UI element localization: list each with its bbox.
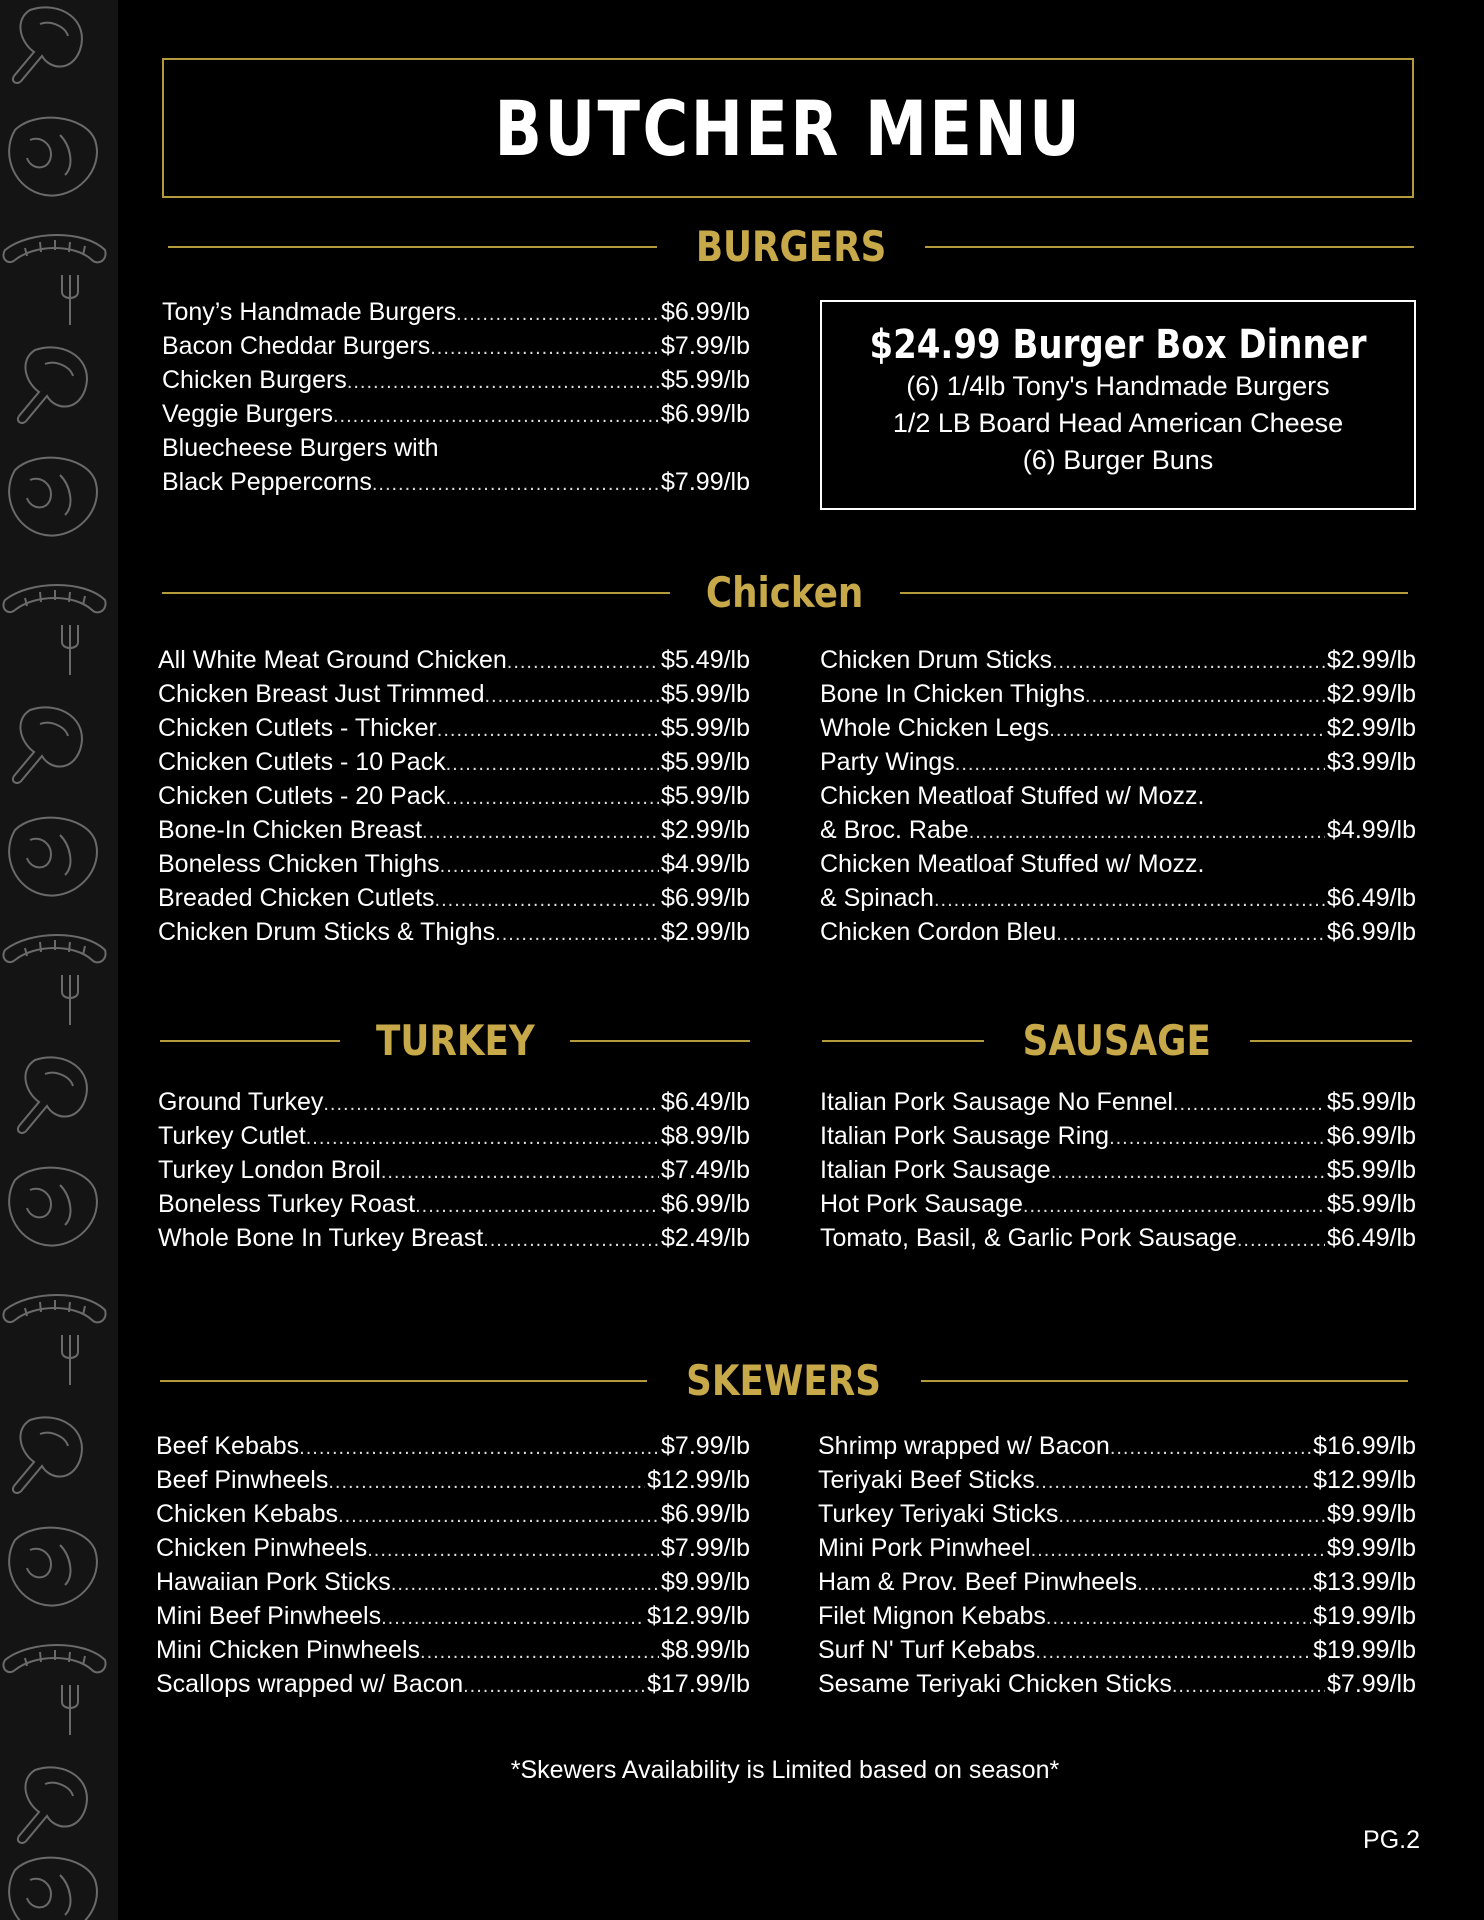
menu-item xyxy=(158,884,750,918)
dot-leader xyxy=(391,1573,659,1596)
menu-item xyxy=(820,714,1416,748)
divider xyxy=(822,1040,984,1042)
menu-item xyxy=(818,1602,1416,1636)
menu-item xyxy=(162,366,750,400)
menu-item xyxy=(156,1534,750,1568)
offer-line: (6) Burger Buns xyxy=(1022,445,1214,475)
dot-leader xyxy=(333,405,659,428)
item-price: $16.99/lb xyxy=(1313,1432,1416,1460)
dot-leader xyxy=(422,821,659,844)
dot-leader xyxy=(415,1195,659,1218)
menu-item xyxy=(158,816,750,850)
section-title: SAUSAGE xyxy=(1022,1016,1212,1065)
menu-item xyxy=(820,1122,1416,1156)
section-title: TURKEY xyxy=(375,1016,535,1065)
menu-item xyxy=(162,332,750,366)
item-name: Turkey Teriyaki Sticks xyxy=(818,1500,1059,1528)
menu-item xyxy=(820,1156,1416,1190)
chicken-list-right xyxy=(820,646,1416,952)
item-name: Chicken Pinwheels xyxy=(156,1534,368,1562)
divider xyxy=(160,1040,340,1042)
item-price: $12.99/lb xyxy=(1313,1466,1416,1494)
menu-item xyxy=(818,1534,1416,1568)
item-price: $4.99/lb xyxy=(661,850,750,878)
item-name: Black Peppercorns xyxy=(162,468,372,496)
menu-item xyxy=(820,748,1416,782)
burgers-heading xyxy=(168,222,1414,271)
menu-item xyxy=(158,918,750,952)
item-name: Whole Bone In Turkey Breast xyxy=(158,1224,484,1252)
page-title: BUTCHER MENU xyxy=(494,83,1082,173)
item-price: $2.49/lb xyxy=(661,1224,750,1252)
dot-leader xyxy=(495,923,659,946)
dot-leader xyxy=(507,651,659,674)
item-name: Tomato, Basil, & Garlic Pork Sausage xyxy=(820,1224,1237,1252)
item-price: $7.99/lb xyxy=(1327,1670,1416,1698)
item-price: $5.99/lb xyxy=(661,680,750,708)
menu-item xyxy=(156,1670,750,1704)
menu-item xyxy=(820,850,1416,884)
dot-leader xyxy=(1035,1471,1311,1494)
dot-leader xyxy=(1058,1505,1325,1528)
menu-item xyxy=(820,884,1416,918)
skewers-list-right xyxy=(818,1432,1416,1704)
menu-item xyxy=(820,782,1416,816)
dot-leader xyxy=(338,1505,659,1528)
divider xyxy=(1250,1040,1412,1042)
burgers-list xyxy=(162,298,750,502)
item-name: Shrimp wrapped w/ Bacon xyxy=(818,1432,1110,1460)
item-name: Turkey London Broil xyxy=(158,1156,381,1184)
turkey-heading xyxy=(160,1016,750,1065)
item-name: Surf N' Turf Kebabs xyxy=(818,1636,1036,1664)
section-title: SKEWERS xyxy=(686,1356,882,1405)
dot-leader xyxy=(1023,1195,1325,1218)
item-price: $5.99/lb xyxy=(661,366,750,394)
chicken-heading xyxy=(162,568,1408,617)
item-name: Ground Turkey xyxy=(158,1088,324,1116)
dot-leader xyxy=(969,821,1325,844)
item-name: Chicken Meatloaf Stuffed w/ Mozz. xyxy=(820,850,1205,878)
item-name: Boneless Turkey Roast xyxy=(158,1190,416,1218)
dot-leader xyxy=(1035,1641,1311,1664)
item-name: Teriyaki Beef Sticks xyxy=(818,1466,1035,1494)
dot-leader xyxy=(1051,1161,1325,1184)
menu-item xyxy=(156,1636,750,1670)
item-price: $9.99/lb xyxy=(661,1568,750,1596)
item-price: $19.99/lb xyxy=(1313,1636,1416,1664)
item-price: $6.99/lb xyxy=(1327,1122,1416,1150)
item-name: Filet Mignon Kebabs xyxy=(818,1602,1046,1630)
item-price: $12.99/lb xyxy=(647,1466,750,1494)
item-price: $5.99/lb xyxy=(1327,1156,1416,1184)
item-name: Chicken Breast Just Trimmed xyxy=(158,680,485,708)
item-name: Boneless Chicken Thighs xyxy=(158,850,440,878)
dot-leader xyxy=(463,1675,645,1698)
dot-leader xyxy=(485,685,660,708)
item-price: $12.99/lb xyxy=(647,1602,750,1630)
menu-item xyxy=(158,850,750,884)
item-name: & Broc. Rabe xyxy=(820,816,969,844)
item-price: $6.99/lb xyxy=(661,1190,750,1218)
item-price: $5.99/lb xyxy=(661,714,750,742)
dot-leader xyxy=(1049,719,1325,742)
food-pattern-icon xyxy=(0,0,118,1920)
dot-leader xyxy=(1173,1093,1325,1116)
item-price: $7.99/lb xyxy=(661,332,750,360)
menu-item xyxy=(158,1088,750,1122)
dot-leader xyxy=(1137,1573,1311,1596)
item-name: Chicken Cutlets - 10 Pack xyxy=(158,748,446,776)
dot-leader xyxy=(1172,1675,1325,1698)
menu-item xyxy=(820,1224,1416,1258)
item-name: Bone-In Chicken Breast xyxy=(158,816,423,844)
divider xyxy=(570,1040,750,1042)
item-price: $19.99/lb xyxy=(1313,1602,1416,1630)
item-price: $8.99/lb xyxy=(661,1636,750,1664)
dot-leader xyxy=(299,1437,659,1460)
dot-leader xyxy=(328,1471,645,1494)
menu-item xyxy=(162,298,750,332)
dot-leader xyxy=(306,1127,659,1150)
dot-leader xyxy=(446,787,659,810)
menu-item xyxy=(162,468,750,502)
item-name: Mini Beef Pinwheels xyxy=(156,1602,382,1630)
item-price: $5.49/lb xyxy=(661,646,750,674)
item-name: Bluecheese Burgers with xyxy=(162,434,439,462)
item-name: Bone In Chicken Thighs xyxy=(820,680,1085,708)
menu-item xyxy=(158,680,750,714)
dot-leader xyxy=(1110,1437,1311,1460)
item-name: Turkey Cutlet xyxy=(158,1122,306,1150)
dot-leader xyxy=(440,855,659,878)
menu-item xyxy=(158,1224,750,1258)
menu-item xyxy=(820,1088,1416,1122)
item-price: $9.99/lb xyxy=(1327,1500,1416,1528)
dot-leader xyxy=(446,753,659,776)
menu-item xyxy=(162,434,750,468)
menu-item xyxy=(820,646,1416,680)
item-price: $7.99/lb xyxy=(661,1432,750,1460)
divider xyxy=(921,1380,1408,1382)
turkey-list xyxy=(158,1088,750,1258)
item-name: Tony’s Handmade Burgers xyxy=(162,298,457,326)
menu-item xyxy=(818,1670,1416,1704)
menu-item xyxy=(158,748,750,782)
menu-item xyxy=(818,1466,1416,1500)
menu-content xyxy=(150,0,1420,1920)
sausage-heading xyxy=(822,1016,1412,1065)
item-price: $6.99/lb xyxy=(661,298,750,326)
chicken-list-left xyxy=(158,646,750,952)
menu-item xyxy=(158,1156,750,1190)
offer-line: (6) 1/4lb Tony's Handmade Burgers xyxy=(906,371,1330,401)
menu-item xyxy=(820,680,1416,714)
dot-leader xyxy=(1237,1229,1325,1252)
item-name: All White Meat Ground Chicken xyxy=(158,646,507,674)
burger-box-dinner-offer xyxy=(820,300,1416,510)
item-price: $5.99/lb xyxy=(1327,1088,1416,1116)
item-name: Italian Pork Sausage xyxy=(820,1156,1051,1184)
item-price: $5.99/lb xyxy=(1327,1190,1416,1218)
divider xyxy=(900,592,1408,594)
item-name: Hot Pork Sausage xyxy=(820,1190,1023,1218)
item-name: Whole Chicken Legs xyxy=(820,714,1050,742)
menu-item xyxy=(156,1466,750,1500)
item-name: Chicken Cordon Bleu xyxy=(820,918,1057,946)
dot-leader xyxy=(483,1229,659,1252)
item-name: Chicken Cutlets - Thicker xyxy=(158,714,437,742)
item-price: $13.99/lb xyxy=(1313,1568,1416,1596)
skewers-availability-note: *Skewers Availability is Limited based on season* xyxy=(510,1756,1060,1784)
item-name: Chicken Cutlets - 20 Pack xyxy=(158,782,446,810)
item-price: $2.99/lb xyxy=(1327,680,1416,708)
menu-item xyxy=(818,1500,1416,1534)
dot-leader xyxy=(435,889,659,912)
dot-leader xyxy=(323,1093,659,1116)
menu-item xyxy=(820,816,1416,850)
item-price: $17.99/lb xyxy=(647,1670,750,1698)
dot-leader xyxy=(1046,1607,1311,1630)
item-price: $7.49/lb xyxy=(661,1156,750,1184)
dot-leader xyxy=(1052,651,1325,674)
item-name: Mini Pork Pinwheel xyxy=(818,1534,1031,1562)
item-price: $6.99/lb xyxy=(661,1500,750,1528)
dot-leader xyxy=(367,1539,659,1562)
menu-item xyxy=(158,714,750,748)
item-price: $6.99/lb xyxy=(661,400,750,428)
menu-item xyxy=(820,1190,1416,1224)
item-price: $5.99/lb xyxy=(661,782,750,810)
skewers-heading xyxy=(160,1356,1408,1405)
dot-leader xyxy=(1085,685,1325,708)
item-price: $6.49/lb xyxy=(1327,884,1416,912)
item-name: Veggie Burgers xyxy=(162,400,333,428)
dot-leader xyxy=(372,473,659,496)
dot-leader xyxy=(1031,1539,1325,1562)
divider xyxy=(925,246,1414,248)
dot-leader xyxy=(437,719,659,742)
divider xyxy=(162,592,670,594)
item-price: $2.99/lb xyxy=(661,918,750,946)
dot-leader xyxy=(420,1641,659,1664)
page-number: PG.2 xyxy=(1363,1826,1420,1854)
item-price: $9.99/lb xyxy=(1327,1534,1416,1562)
item-price: $2.99/lb xyxy=(1327,646,1416,674)
section-title: BURGERS xyxy=(695,222,887,271)
item-name: Chicken Meatloaf Stuffed w/ Mozz. xyxy=(820,782,1205,810)
item-name: Mini Chicken Pinwheels xyxy=(156,1636,421,1664)
menu-item xyxy=(158,782,750,816)
menu-item xyxy=(162,400,750,434)
item-name: & Spinach xyxy=(820,884,934,912)
skewers-list-left xyxy=(156,1432,750,1704)
item-price: $2.99/lb xyxy=(1327,714,1416,742)
menu-item xyxy=(156,1602,750,1636)
dot-leader xyxy=(955,753,1325,776)
menu-item xyxy=(156,1568,750,1602)
dot-leader xyxy=(456,303,659,326)
dot-leader xyxy=(430,337,659,360)
dot-leader xyxy=(381,1607,645,1630)
menu-item xyxy=(818,1432,1416,1466)
section-title: Chicken xyxy=(706,568,864,617)
divider xyxy=(168,246,657,248)
menu-item xyxy=(156,1500,750,1534)
offer-title: $24.99 Burger Box Dinner xyxy=(869,322,1367,368)
item-price: $7.99/lb xyxy=(661,1534,750,1562)
item-price: $6.49/lb xyxy=(1327,1224,1416,1252)
item-name: Sesame Teriyaki Chicken Sticks xyxy=(818,1670,1172,1698)
title-box xyxy=(162,58,1414,198)
menu-item xyxy=(818,1568,1416,1602)
menu-item xyxy=(158,1122,750,1156)
item-name: Beef Kebabs xyxy=(156,1432,300,1460)
decorative-pattern-strip xyxy=(0,0,118,1920)
item-name: Italian Pork Sausage Ring xyxy=(820,1122,1110,1150)
item-name: Party Wings xyxy=(820,748,955,776)
item-price: $6.99/lb xyxy=(1327,918,1416,946)
menu-item xyxy=(158,646,750,680)
dot-leader xyxy=(347,371,659,394)
item-price: $2.99/lb xyxy=(661,816,750,844)
item-price: $6.99/lb xyxy=(661,884,750,912)
item-price: $6.49/lb xyxy=(661,1088,750,1116)
dot-leader xyxy=(1109,1127,1325,1150)
dot-leader xyxy=(381,1161,659,1184)
menu-item xyxy=(818,1636,1416,1670)
item-name: Chicken Burgers xyxy=(162,366,347,394)
dot-leader xyxy=(1056,923,1325,946)
offer-line: 1/2 LB Board Head American Cheese xyxy=(892,408,1344,438)
sausage-list xyxy=(820,1088,1416,1258)
menu-item xyxy=(158,1190,750,1224)
item-name: Chicken Kebabs xyxy=(156,1500,339,1528)
item-name: Ham & Prov. Beef Pinwheels xyxy=(818,1568,1138,1596)
item-name: Bacon Cheddar Burgers xyxy=(162,332,431,360)
item-price: $8.99/lb xyxy=(661,1122,750,1150)
item-name: Breaded Chicken Cutlets xyxy=(158,884,435,912)
menu-item xyxy=(820,918,1416,952)
item-name: Beef Pinwheels xyxy=(156,1466,329,1494)
menu-item xyxy=(156,1432,750,1466)
item-name: Chicken Drum Sticks xyxy=(820,646,1052,674)
dot-leader xyxy=(934,889,1325,912)
item-price: $7.99/lb xyxy=(661,468,750,496)
item-price: $4.99/lb xyxy=(1327,816,1416,844)
item-name: Chicken Drum Sticks & Thighs xyxy=(158,918,496,946)
item-price: $3.99/lb xyxy=(1327,748,1416,776)
item-price: $5.99/lb xyxy=(661,748,750,776)
item-name: Italian Pork Sausage No Fennel xyxy=(820,1088,1173,1116)
item-name: Scallops wrapped w/ Bacon xyxy=(156,1670,464,1698)
divider xyxy=(160,1380,647,1382)
item-name: Hawaiian Pork Sticks xyxy=(156,1568,391,1596)
